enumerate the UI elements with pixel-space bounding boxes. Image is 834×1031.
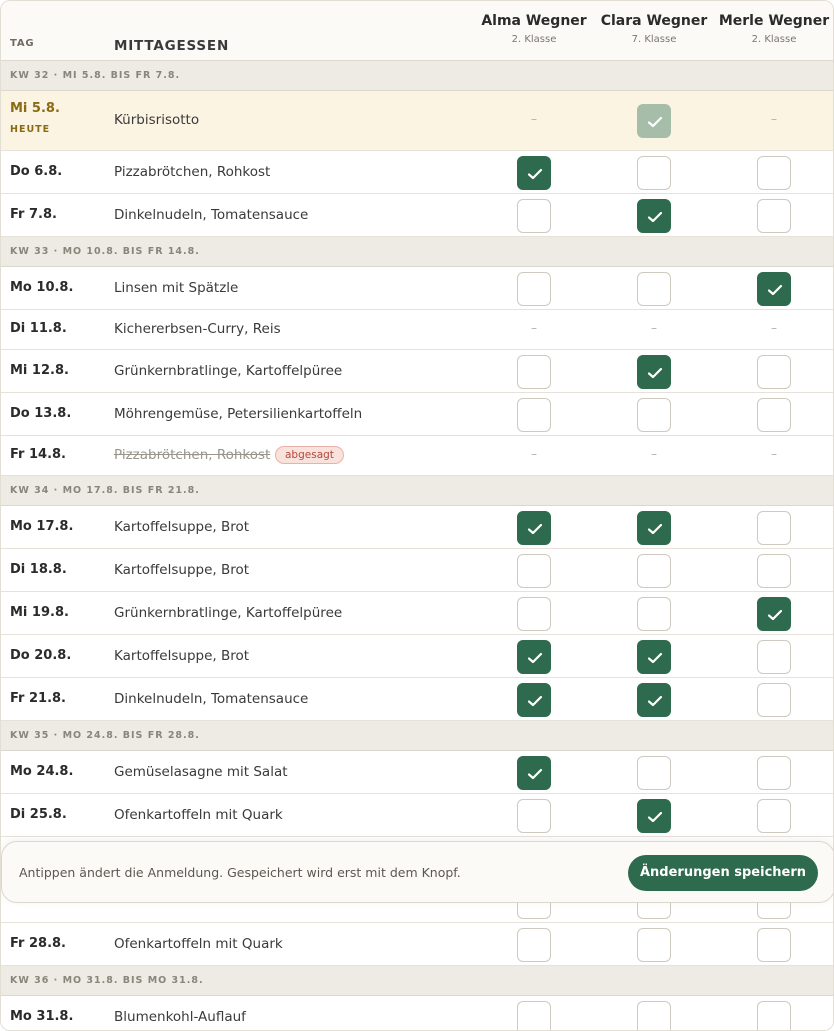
day-row [1, 393, 834, 436]
day-label: Di 18.8. [10, 561, 67, 577]
meal-signup-checkbox[interactable] [757, 683, 791, 717]
meal-signup-checkbox[interactable] [757, 355, 791, 389]
meal-name: Kürbisrisotto [114, 112, 200, 128]
today-label: HEUTE [10, 124, 51, 135]
meal-signup-checkbox[interactable] [757, 156, 791, 190]
column-header-meal: MITTAGESSEN [114, 38, 230, 54]
cancelled-badge: abgesagt [275, 446, 344, 464]
meal-signup-checkbox[interactable] [637, 799, 671, 833]
meal-signup-checkbox[interactable] [637, 554, 671, 588]
day-label: Di 11.8. [10, 321, 67, 336]
week-header: KW 34 · MO 17.8. BIS FR 21.8. [1, 476, 834, 506]
meal-signup-checkbox[interactable] [517, 683, 551, 717]
person-name: Clara Wegner [600, 13, 708, 29]
day-label: Fr 21.8. [10, 690, 66, 706]
not-available-dash: – [651, 447, 657, 461]
person-name: Alma Wegner [481, 13, 587, 29]
meal-signup-checkbox[interactable] [517, 398, 551, 432]
checkmark-icon [647, 810, 663, 824]
not-available-dash: – [531, 112, 537, 126]
day-label: Do 20.8. [10, 647, 72, 663]
save-changes-button[interactable]: Änderungen speichern [628, 855, 818, 891]
meal-name: Ofenkartoffeln mit Quark [114, 935, 283, 952]
day-row [1, 506, 834, 549]
checkmark-icon [647, 651, 663, 665]
meal-signup-checkbox[interactable] [517, 756, 551, 790]
meal-name: Dinkelnudeln, Tomatensauce [114, 690, 309, 707]
meal-signup-checkbox[interactable] [757, 928, 791, 962]
meal-signup-checkbox[interactable] [757, 511, 791, 545]
week-header: KW 36 · MO 31.8. BIS MO 31.8. [1, 966, 834, 996]
meal-signup-checkbox[interactable] [757, 756, 791, 790]
meal-signup-checkbox[interactable] [637, 1001, 671, 1031]
day-row [1, 350, 834, 393]
checkmark-icon [527, 167, 543, 181]
checkmark-icon [527, 651, 543, 665]
person-name: Merle Wegner [718, 13, 830, 29]
checkmark-icon [767, 283, 783, 297]
day-label: Fr 7.8. [10, 206, 57, 222]
day-row [1, 91, 834, 151]
meal-signup-checkbox[interactable] [517, 1001, 551, 1031]
person-class: 2. Klasse [751, 34, 797, 45]
meal-name: Möhrengemüse, Petersilienkartoffeln [114, 405, 363, 422]
not-available-dash: – [651, 321, 657, 335]
meal-signup-checkbox[interactable] [757, 640, 791, 674]
save-bar [1, 841, 834, 903]
meal-signup-checkbox[interactable] [637, 199, 671, 233]
day-label: Do 13.8. [10, 405, 72, 421]
meal-name: Gemüselasagne mit Salat [114, 763, 288, 780]
meal-name: Pizzabrötchen, Rohkost [114, 447, 271, 463]
meal-signup-checkbox[interactable] [517, 199, 551, 233]
meal-name: Kartoffelsuppe, Brot [114, 561, 250, 578]
meal-signup-checkbox[interactable] [637, 156, 671, 190]
meal-name: Blumenkohl-Auflauf [114, 1008, 246, 1025]
meal-signup-checkbox[interactable] [517, 511, 551, 545]
day-label: Mi 19.8. [10, 604, 69, 620]
checkmark-icon [647, 522, 663, 536]
day-row [1, 923, 834, 966]
week-header: KW 35 · MO 24.8. BIS FR 28.8. [1, 721, 834, 751]
meal-signup-checkbox[interactable] [517, 597, 551, 631]
checkmark-icon [647, 115, 663, 129]
meal-signup-checkbox[interactable] [757, 554, 791, 588]
meal-signup-checkbox[interactable] [637, 640, 671, 674]
day-label: Di 25.8. [10, 806, 67, 822]
day-row [1, 151, 834, 194]
checkmark-icon [527, 522, 543, 536]
meal-signup-checkbox[interactable] [517, 156, 551, 190]
not-available-dash: – [771, 321, 777, 335]
meal-signup-checkbox[interactable] [637, 683, 671, 717]
meal-name: Pizzabrötchen, Rohkost [114, 163, 271, 180]
day-label: Mi 12.8. [10, 362, 69, 378]
meal-name: Linsen mit Spätzle [114, 279, 239, 296]
meal-name: Ofenkartoffeln mit Quark [114, 806, 283, 823]
checkmark-icon [647, 210, 663, 224]
meal-signup-checkbox[interactable] [517, 799, 551, 833]
meal-signup-checkbox[interactable] [757, 199, 791, 233]
day-label: Mo 10.8. [10, 279, 74, 295]
meal-signup-checkbox[interactable] [637, 355, 671, 389]
meal-signup-checkbox[interactable] [637, 104, 671, 138]
meal-signup-checkbox[interactable] [637, 756, 671, 790]
meal-signup-checkbox[interactable] [757, 799, 791, 833]
meal-signup-checkbox[interactable] [757, 597, 791, 631]
meal-signup-checkbox[interactable] [517, 928, 551, 962]
day-label: Fr 28.8. [10, 935, 66, 951]
meal-signup-checkbox[interactable] [517, 640, 551, 674]
not-available-dash: – [771, 447, 777, 461]
day-label: Mo 24.8. [10, 763, 74, 779]
not-available-dash: – [771, 112, 777, 126]
table-header [1, 1, 834, 61]
meal-name: Kartoffelsuppe, Brot [114, 518, 250, 535]
checkmark-icon [647, 366, 663, 380]
meal-name: Kartoffelsuppe, Brot [114, 647, 250, 664]
day-row [1, 549, 834, 592]
day-label: Fr 14.8. [10, 447, 66, 462]
column-header-tag: TAG [10, 38, 35, 49]
meal-name: Grünkernbratlinge, Kartoffelpüree [114, 604, 343, 621]
meal-signup-checkbox[interactable] [637, 928, 671, 962]
meal-name: Dinkelnudeln, Tomatensauce [114, 206, 309, 223]
not-available-dash: – [531, 447, 537, 461]
save-hint: Antippen ändert die Anmeldung. Gespeichert wird erst mit dem Knopf. [19, 865, 461, 880]
meal-signup-checkbox[interactable] [517, 355, 551, 389]
person-header-clara [594, 13, 714, 45]
meal-signup-checkbox[interactable] [757, 272, 791, 306]
meal-signup-checkbox[interactable] [637, 597, 671, 631]
week-header: KW 32 · MI 5.8. BIS FR 7.8. [1, 61, 834, 91]
week-header: KW 33 · MO 10.8. BIS FR 14.8. [1, 237, 834, 267]
day-label: Mo 31.8. [10, 1008, 74, 1024]
day-row [1, 436, 834, 476]
day-label: Mo 17.8. [10, 518, 74, 534]
checkmark-icon [527, 694, 543, 708]
meal-signup-checkbox[interactable] [757, 1001, 791, 1031]
day-row [1, 194, 834, 237]
not-available-dash: – [531, 321, 537, 335]
day-row [1, 678, 834, 721]
person-header-merle [714, 13, 834, 45]
meal-signup-checkbox[interactable] [517, 272, 551, 306]
person-class: 7. Klasse [631, 34, 677, 45]
meal-signup-checkbox[interactable] [637, 272, 671, 306]
meal-signup-checkbox[interactable] [637, 511, 671, 545]
day-row [1, 996, 834, 1031]
meal-signup-checkbox[interactable] [637, 398, 671, 432]
person-header-alma [474, 13, 594, 45]
day-row [1, 267, 834, 310]
day-row [1, 635, 834, 678]
day-row [1, 592, 834, 635]
meal-name: Kichererbsen-Curry, Reis [114, 321, 281, 337]
meal-signup-checkbox[interactable] [757, 398, 791, 432]
day-row [1, 310, 834, 350]
checkmark-icon [767, 608, 783, 622]
person-class: 2. Klasse [511, 34, 557, 45]
day-label: Do 6.8. [10, 163, 63, 179]
day-row [1, 794, 834, 837]
checkmark-icon [647, 694, 663, 708]
day-row [1, 751, 834, 794]
meal-name: Grünkernbratlinge, Kartoffelpüree [114, 362, 343, 379]
meal-signup-checkbox[interactable] [517, 554, 551, 588]
day-label: Mi 5.8. [10, 101, 60, 116]
checkmark-icon [527, 767, 543, 781]
